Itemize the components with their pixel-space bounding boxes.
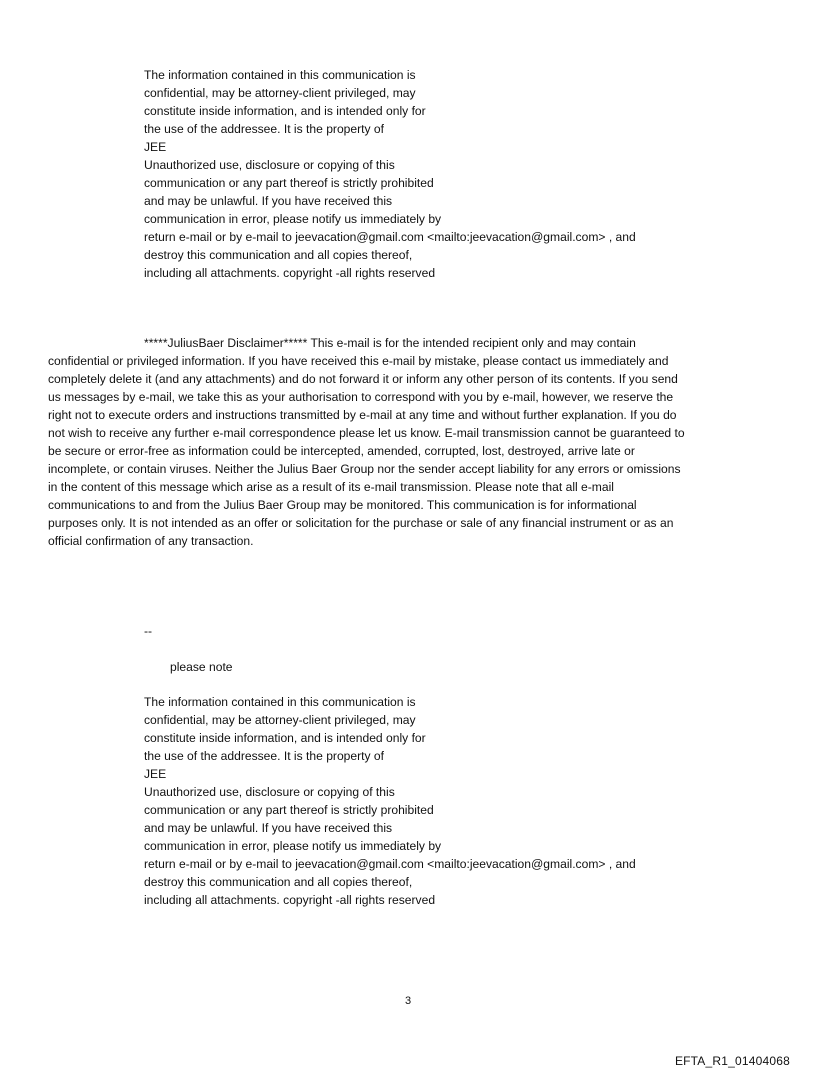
notice-2-line: return e-mail or by e-mail to jeevacation@gmail.com <mailto:jeevacation@gmail.com> , and: [144, 857, 636, 871]
notice-2-line: confidential, may be attorney-client privileged, may: [144, 713, 416, 727]
disclaimer-line: right not to execute orders and instructions transmitted by e-mail at any time and without further explanation. If you do: [48, 408, 677, 422]
notice-1-line: JEE: [144, 140, 167, 154]
notice-1-line: return e-mail or by e-mail to jeevacation@gmail.com <mailto:jeevacation@gmail.com> , and: [144, 230, 636, 244]
disclaimer-line: in the content of this message which arise as a result of its e-mail transmission. Please note that all e-mail: [48, 480, 614, 494]
notice-1-line: the use of the addressee. It is the property of: [144, 122, 385, 136]
notice-2-line: including all attachments. copyright -all rights reserved: [144, 893, 436, 907]
notice-2-line: constitute inside information, and is intended only for: [144, 731, 426, 745]
disclaimer-line: communications to and from the Julius Baer Group may be monitored. This communication is for informational: [48, 498, 637, 512]
disclaimer-line: not wish to receive any further e-mail correspondence please let us know. E-mail transmission cannot be guaranteed to: [48, 426, 685, 440]
notice-2-line: the use of the addressee. It is the property of: [144, 749, 385, 763]
notice-1-line: constitute inside information, and is intended only for: [144, 104, 426, 118]
notice-1-line: Unauthorized use, disclosure or copying of this: [144, 158, 395, 172]
notice-1-line: destroy this communication and all copies thereof,: [144, 248, 413, 262]
notice-2-line: communication or any part thereof is strictly prohibited: [144, 803, 434, 817]
document-id: EFTA_R1_01404068: [674, 1054, 790, 1068]
signature-separator: --: [144, 624, 153, 638]
disclaimer-line: be secure or error-free as information could be intercepted, amended, corrupted, lost, destroyed, arrive late or: [48, 444, 635, 458]
notice-1-line: confidential, may be attorney-client privileged, may: [144, 86, 416, 100]
notice-2-line: The information contained in this communication is: [144, 695, 416, 709]
disclaimer-line: completely delete it (and any attachments) and do not forward it or inform any other person of its contents. If you send: [48, 372, 678, 386]
notice-2-line: communication in error, please notify us immediately by: [144, 839, 442, 853]
disclaimer-line: purposes only. It is not intended as an offer or solicitation for the purchase or sale of any financial instrument or as an: [48, 516, 674, 530]
notice-2-line: Unauthorized use, disclosure or copying of this: [144, 785, 395, 799]
disclaimer-line: official confirmation of any transaction.: [48, 534, 254, 548]
notice-2-line: and may be unlawful. If you have received this: [144, 821, 393, 835]
notice-2-line: JEE: [144, 767, 167, 781]
disclaimer-line: *****JuliusBaer Disclaimer***** This e-mail is for the intended recipient only and may contain: [144, 336, 636, 350]
disclaimer-line: confidential or privileged information. If you have received this e-mail by mistake, please contact us immediately and: [48, 354, 669, 368]
notice-1-line: communication in error, please notify us immediately by: [144, 212, 442, 226]
please-note-text: please note: [170, 660, 233, 674]
disclaimer-line: us messages by e-mail, we take this as your authorisation to correspond with you by e-mail, however, we reserve the: [48, 390, 674, 404]
notice-1-line: including all attachments. copyright -all rights reserved: [144, 266, 436, 280]
notice-2-line: destroy this communication and all copies thereof,: [144, 875, 413, 889]
disclaimer-line: incomplete, or contain viruses. Neither the Julius Baer Group nor the sender accept liability for any errors or omissions: [48, 462, 681, 476]
notice-1-line: The information contained in this communication is: [144, 68, 416, 82]
page-number: 3: [404, 995, 412, 1007]
notice-1-line: communication or any part thereof is strictly prohibited: [144, 176, 434, 190]
notice-1-line: and may be unlawful. If you have received this: [144, 194, 393, 208]
